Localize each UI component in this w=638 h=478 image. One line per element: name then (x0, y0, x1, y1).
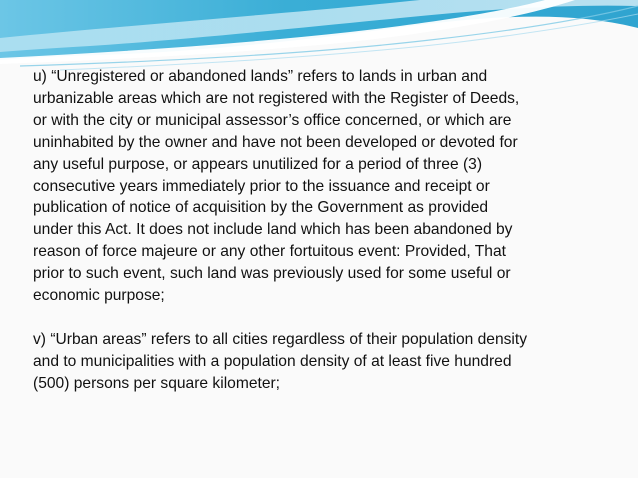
paragraph-v (33, 329, 613, 395)
text-line: and to municipalities with a population density of at least five hundred (33, 352, 512, 370)
text-line: economic purpose; (33, 287, 165, 305)
text-line: urbanizable areas which are not registered with the Register of Deeds, (33, 89, 520, 107)
slide-body-text (33, 66, 613, 395)
text-line: (500) persons per square kilometer; (33, 374, 281, 392)
text-line: uninhabited by the owner and have not been developed or devoted for (33, 133, 518, 151)
paragraph-u (33, 66, 613, 307)
text-line: any useful purpose, or appears unutilized for a period of three (3) (33, 155, 483, 173)
text-line: publication of notice of acquisition by the Government as provided (33, 199, 489, 217)
text-line: or with the city or municipal assessor’s office concerned, or which are (33, 111, 512, 129)
text-line: under this Act. It does not include land which has been abandoned by (33, 221, 513, 239)
text-line: consecutive years immediately prior to the issuance and receipt or (33, 177, 490, 195)
text-line: v) “Urban areas” refers to all cities regardless of their population density (33, 330, 528, 348)
text-line: prior to such event, such land was previously used for some useful or (33, 265, 511, 283)
paragraph-spacer (33, 307, 613, 329)
text-line: reason of force majeure or any other fortuitous event: Provided, That (33, 243, 506, 261)
text-line: u) “Unregistered or abandoned lands” refers to lands in urban and (33, 68, 488, 85)
